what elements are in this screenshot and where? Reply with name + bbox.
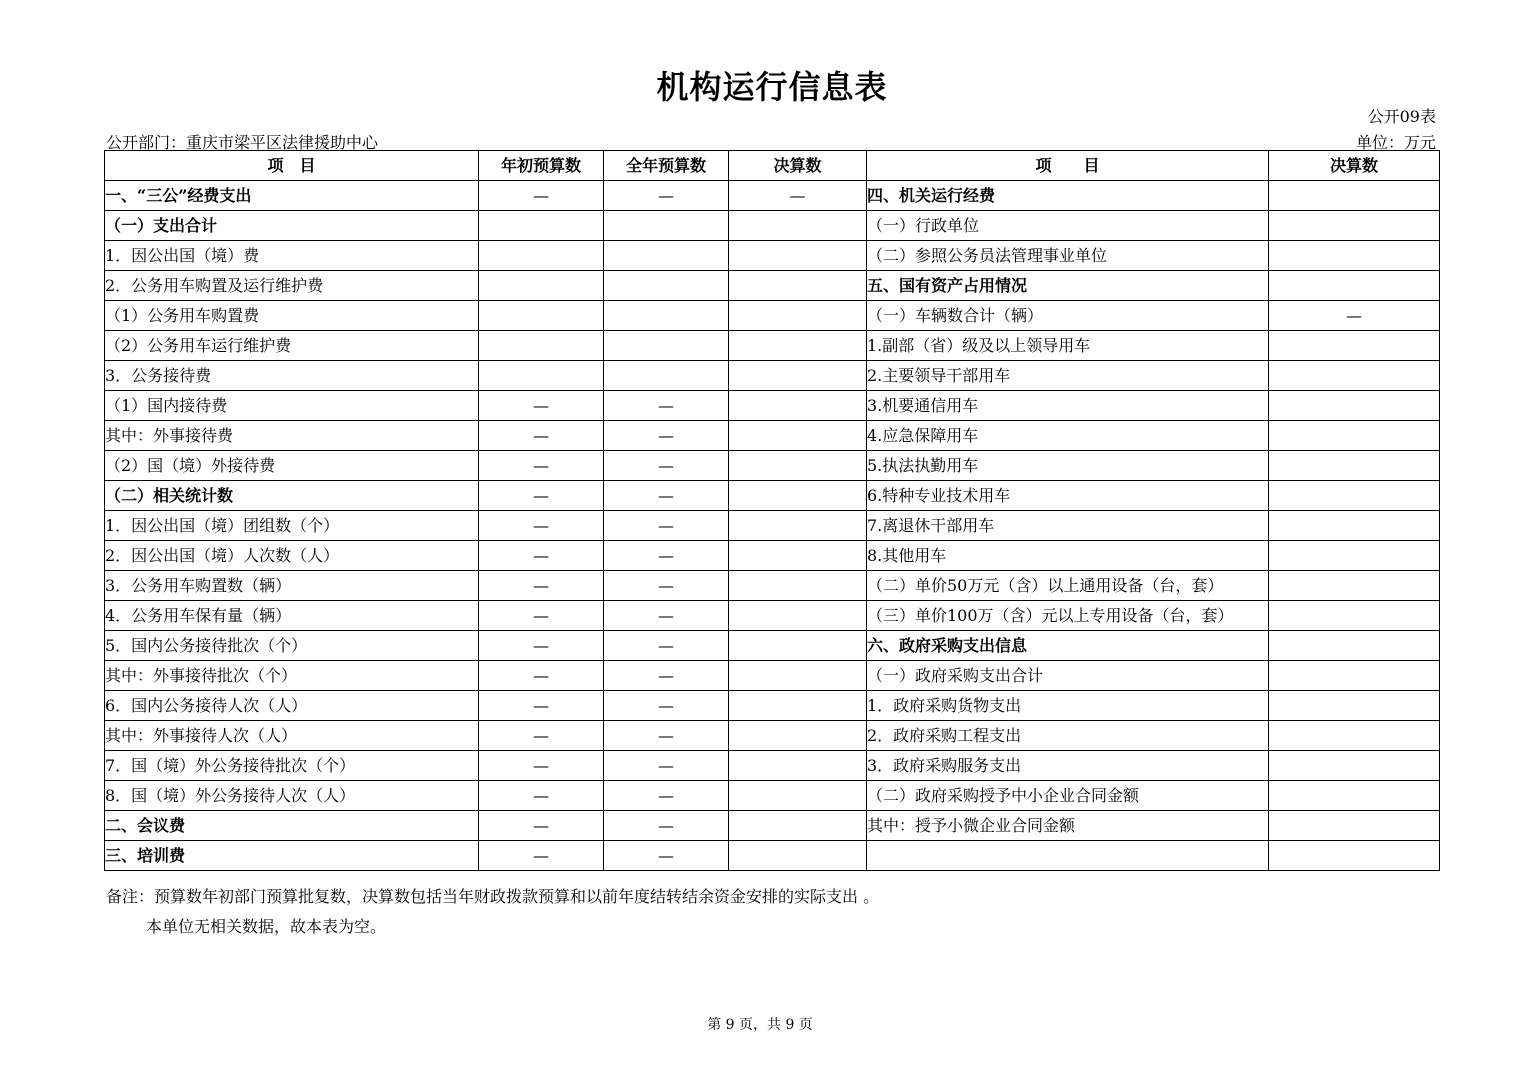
row-label-left: （一）支出合计 [105,211,479,241]
cell-budget-initial: — [479,721,604,751]
cell-final-right [1269,811,1440,841]
header-item-right: 项 目 [867,151,1269,181]
cell-budget-full [604,301,729,331]
cell-budget-full [604,331,729,361]
row-label-right: （一）行政单位 [867,211,1269,241]
remark-note: 备注：预算数年初部门预算批复数，决算数包括当年财政拨款预算和以前年度结转结余资金安排的实际支出 。 [106,887,880,906]
row-label-right: 5.执法执勤用车 [867,451,1269,481]
cell-final-right [1269,601,1440,631]
cell-budget-full [604,271,729,301]
cell-budget-initial: — [479,691,604,721]
row-label-right: 1．政府采购货物支出 [867,691,1269,721]
table-row [105,241,1440,271]
cell-final-left [729,481,867,511]
row-label-left: （1）国内接待费 [105,391,479,421]
row-label-right [867,841,1269,871]
cell-final-left [729,781,867,811]
header-final-right: 决算数 [1269,151,1440,181]
cell-budget-full: — [604,691,729,721]
cell-budget-initial: — [479,601,604,631]
cell-final-right [1269,211,1440,241]
cell-final-left [729,691,867,721]
row-label-left: 1．因公出国（境）费 [105,241,479,271]
cell-budget-initial [479,241,604,271]
table-row [105,181,1440,211]
row-label-left: （2）国（境）外接待费 [105,451,479,481]
cell-budget-initial: — [479,631,604,661]
table-row [105,301,1440,331]
cell-final-right [1269,751,1440,781]
cell-budget-full: — [604,511,729,541]
table-row [105,601,1440,631]
row-label-left: 一、“三公”经费支出 [105,181,479,211]
cell-final-right: — [1269,301,1440,331]
table-row [105,811,1440,841]
cell-budget-full: — [604,421,729,451]
row-label-left: 8．国（境）外公务接待人次（人） [105,781,479,811]
cell-budget-initial: — [479,181,604,211]
cell-budget-initial: — [479,751,604,781]
cell-final-right [1269,781,1440,811]
cell-budget-full: — [604,601,729,631]
cell-final-left [729,361,867,391]
cell-budget-initial: — [479,481,604,511]
cell-budget-full [604,241,729,271]
row-label-left: 4．公务用车保有量（辆） [105,601,479,631]
row-label-right: 7.离退休干部用车 [867,511,1269,541]
operation-info-table [104,150,1440,871]
table-row [105,451,1440,481]
header-budget-full: 全年预算数 [604,151,729,181]
cell-final-left [729,631,867,661]
cell-final-left [729,421,867,451]
cell-final-right [1269,181,1440,211]
cell-final-left [729,811,867,841]
row-label-left: 其中：外事接待人次（人） [105,721,479,751]
row-label-left: 5．国内公务接待批次（个） [105,631,479,661]
row-label-right: 2.主要领导干部用车 [867,361,1269,391]
cell-final-right [1269,541,1440,571]
cell-final-right [1269,691,1440,721]
cell-final-left [729,331,867,361]
table-row [105,661,1440,691]
cell-final-left [729,241,867,271]
row-label-right: （二）单价50万元（含）以上通用设备（台，套） [867,571,1269,601]
cell-final-left [729,751,867,781]
row-label-left: 三、培训费 [105,841,479,871]
table-row [105,721,1440,751]
row-label-right: （三）单价100万（含）元以上专用设备（台，套） [867,601,1269,631]
cell-budget-initial: — [479,571,604,601]
table-row [105,331,1440,361]
cell-budget-initial: — [479,451,604,481]
row-label-left: 其中：外事接待批次（个） [105,661,479,691]
row-label-left: 2．公务用车购置及运行维护费 [105,271,479,301]
table-row [105,571,1440,601]
cell-budget-initial [479,301,604,331]
cell-budget-full: — [604,841,729,871]
cell-budget-full: — [604,181,729,211]
header-item-left: 项 目 [105,151,479,181]
cell-final-right [1269,571,1440,601]
cell-budget-initial: — [479,811,604,841]
cell-budget-full: — [604,721,729,751]
cell-budget-full: — [604,571,729,601]
cell-final-right [1269,481,1440,511]
cell-budget-initial: — [479,661,604,691]
cell-final-left [729,451,867,481]
cell-final-right [1269,841,1440,871]
cell-final-left [729,571,867,601]
form-number: 公开09表 [1367,107,1436,126]
cell-budget-initial: — [479,511,604,541]
unit-label: 单位：万元 [1355,133,1436,152]
cell-final-left [729,301,867,331]
row-label-right: 1.副部（省）级及以上领导用车 [867,331,1269,361]
cell-budget-full: — [604,661,729,691]
row-label-right: （一）车辆数合计（辆） [867,301,1269,331]
cell-budget-initial: — [479,781,604,811]
table-row [105,751,1440,781]
table-row [105,211,1440,241]
cell-final-right [1269,661,1440,691]
table-row [105,781,1440,811]
row-label-right: 五、国有资产占用情况 [867,271,1269,301]
cell-budget-full: — [604,631,729,661]
row-label-right: 3.机要通信用车 [867,391,1269,421]
row-label-right: 6.特种专业技术用车 [867,481,1269,511]
row-label-right: （二）参照公务员法管理事业单位 [867,241,1269,271]
cell-budget-full: — [604,781,729,811]
table-row [105,841,1440,871]
table-row [105,271,1440,301]
cell-budget-full: — [604,451,729,481]
cell-final-left [729,541,867,571]
row-label-left: 6．国内公务接待人次（人） [105,691,479,721]
row-label-left: 7．国（境）外公务接待批次（个） [105,751,479,781]
cell-budget-full: — [604,811,729,841]
cell-budget-full [604,361,729,391]
cell-final-right [1269,631,1440,661]
cell-budget-initial [479,211,604,241]
cell-budget-initial [479,271,604,301]
cell-final-left: — [729,181,867,211]
row-label-left: （2）公务用车运行维护费 [105,331,479,361]
row-label-right: 4.应急保障用车 [867,421,1269,451]
cell-final-left [729,841,867,871]
table-row [105,691,1440,721]
table-row [105,481,1440,511]
empty-data-note: 本单位无相关数据，故本表为空。 [146,917,387,936]
table-header-row [105,151,1440,181]
cell-final-left [729,271,867,301]
table-row [105,421,1440,451]
cell-budget-initial: — [479,421,604,451]
table-row [105,361,1440,391]
cell-final-left [729,211,867,241]
cell-budget-initial: — [479,541,604,571]
cell-budget-initial [479,361,604,391]
cell-final-right [1269,451,1440,481]
row-label-left: 1．因公出国（境）团组数（个） [105,511,479,541]
cell-budget-full: — [604,541,729,571]
row-label-right: 8.其他用车 [867,541,1269,571]
cell-final-left [729,601,867,631]
row-label-left: （1）公务用车购置费 [105,301,479,331]
cell-final-left [729,391,867,421]
page-footer: 第 9 页，共 9 页 [707,1017,813,1033]
row-label-right: （一）政府采购支出合计 [867,661,1269,691]
cell-budget-full: — [604,391,729,421]
row-label-right: 四、机关运行经费 [867,181,1269,211]
row-label-left: 二、会议费 [105,811,479,841]
cell-final-left [729,661,867,691]
row-label-left: （二）相关统计数 [105,481,479,511]
table-row [105,541,1440,571]
row-label-right: （二）政府采购授予中小企业合同金额 [867,781,1269,811]
row-label-left: 3．公务接待费 [105,361,479,391]
cell-final-right [1269,331,1440,361]
header-budget-initial: 年初预算数 [479,151,604,181]
cell-final-right [1269,271,1440,301]
row-label-left: 3．公务用车购置数（辆） [105,571,479,601]
row-label-left: 2．因公出国（境）人次数（人） [105,541,479,571]
cell-final-right [1269,241,1440,271]
table-row [105,391,1440,421]
row-label-right: 六、政府采购支出信息 [867,631,1269,661]
cell-budget-full: — [604,751,729,781]
cell-budget-full [604,211,729,241]
cell-budget-full: — [604,481,729,511]
cell-final-right [1269,361,1440,391]
table-row [105,631,1440,661]
cell-budget-initial [479,331,604,361]
header-final-left: 决算数 [729,151,867,181]
cell-final-right [1269,391,1440,421]
page-title: 机构运行信息表 [656,68,888,106]
cell-final-left [729,511,867,541]
cell-final-left [729,721,867,751]
cell-final-right [1269,421,1440,451]
cell-budget-initial: — [479,391,604,421]
row-label-right: 其中：授予小微企业合同金额 [867,811,1269,841]
row-label-right: 3．政府采购服务支出 [867,751,1269,781]
cell-final-right [1269,721,1440,751]
cell-budget-initial: — [479,841,604,871]
row-label-right: 2．政府采购工程支出 [867,721,1269,751]
cell-final-right [1269,511,1440,541]
table-row [105,511,1440,541]
department-label: 公开部门：重庆市梁平区法律援助中心 [106,133,379,152]
row-label-left: 其中：外事接待费 [105,421,479,451]
